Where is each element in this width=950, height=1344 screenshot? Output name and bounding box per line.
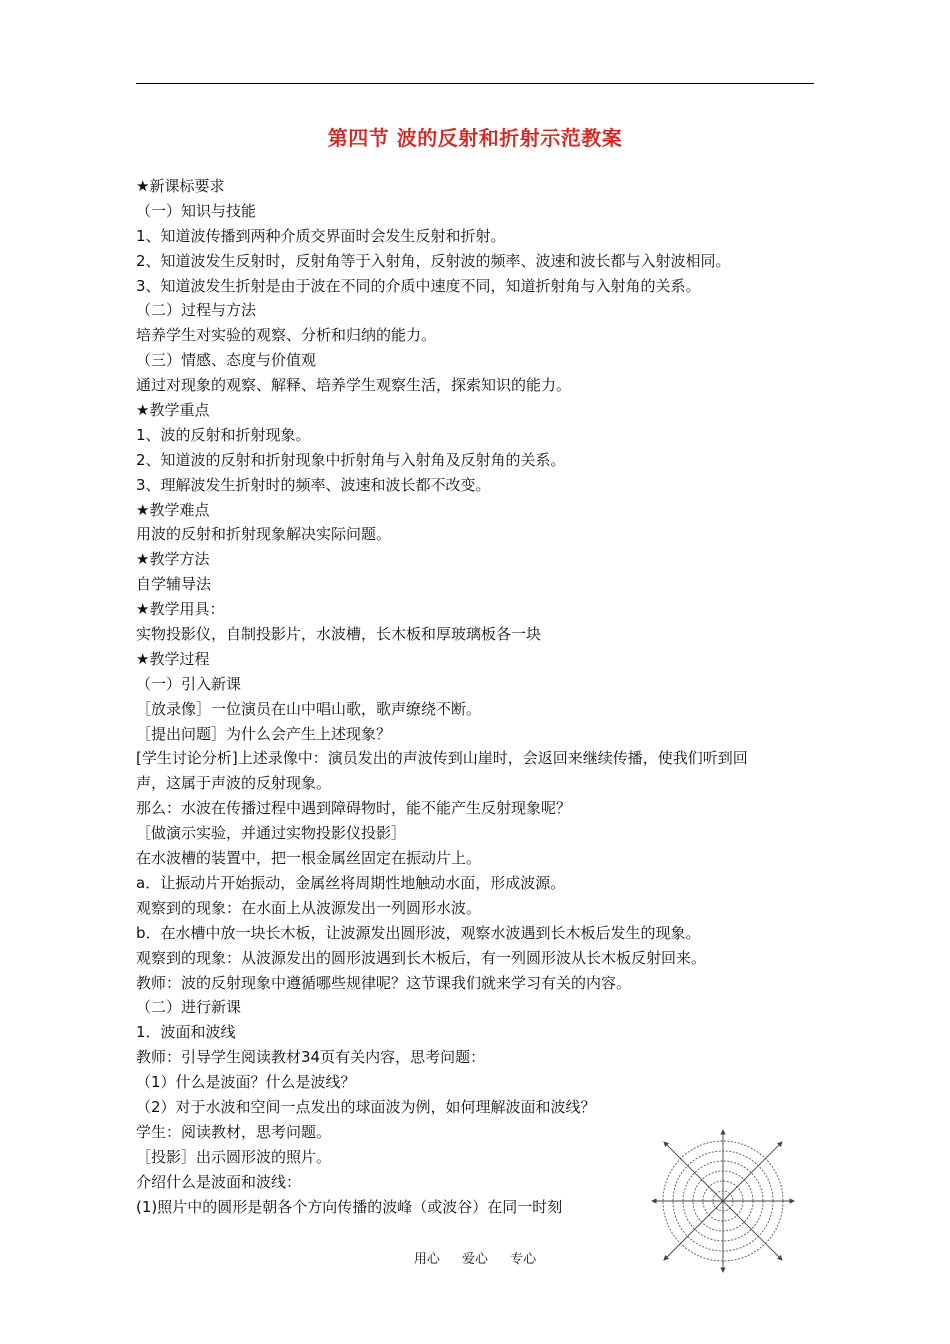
text-line: （1）什么是波面？什么是波线？	[136, 1073, 356, 1092]
text-line: ★教学方法	[136, 550, 210, 569]
text-line: 在水波槽的装置中，把一根金属丝固定在振动片上。	[136, 849, 482, 868]
text-line: 2、知道波发生反射时，反射角等于入射角，反射波的频率、波速和波长都与入射波相同。	[136, 251, 731, 270]
text-line: 声，这属于声波的反射现象。	[136, 774, 332, 793]
text-line: 教师：波的反射现象中遵循哪些规律呢？这节课我们就来学习有关的内容。	[136, 973, 632, 992]
text-line: ★教学过程	[136, 649, 210, 668]
text-line: （二）过程与方法	[136, 301, 257, 320]
text-line: （三）情感、态度与价值观	[136, 351, 317, 370]
text-line: ［放录像］一位演员在山中唱山歌，歌声缭绕不断。	[136, 699, 482, 718]
text-line: 1、波的反射和折射现象。	[136, 425, 311, 444]
text-line: 3、知道波发生折射是由于波在不同的介质中速度不同，知道折射角与入射角的关系。	[136, 276, 701, 295]
text-line: 1．波面和波线	[136, 1023, 236, 1042]
text-line: 那么：水波在传播过程中遇到障碍物时，能不能产生反射现象呢？	[136, 799, 572, 818]
text-line: 观察到的现象：在水面上从波源发出一列圆形水波。	[136, 898, 482, 917]
header-rule	[136, 83, 814, 84]
text-line: ★教学难点	[136, 500, 210, 519]
text-line: 学生：阅读教材，思考问题。	[136, 1122, 332, 1141]
text-line: ★教学重点	[136, 401, 210, 420]
text-line: (1)照片中的圆形是朝各个方向传播的波峰（或波谷）在同一时刻	[136, 1197, 563, 1216]
text-line: 自学辅导法	[136, 575, 212, 594]
text-line: 3、理解波发生折射时的频率、波速和波长都不改变。	[136, 475, 491, 494]
text-line: 用波的反射和折射现象解决实际问题。	[136, 525, 392, 544]
text-line: （一）知识与技能	[136, 201, 257, 220]
text-line: b．在水槽中放一块长木板，让波源发出圆形波，观察水波遇到长木板后发生的现象。	[136, 923, 701, 942]
text-line: 介绍什么是波面和波线：	[136, 1172, 302, 1191]
text-line: （二）进行新课	[136, 998, 242, 1017]
text-line: ★教学用具：	[136, 600, 225, 619]
text-line: ［投影］出示圆形波的照片。	[136, 1147, 332, 1166]
document-title: 第四节 波的反射和折射示范教案	[327, 126, 623, 150]
text-line: 通过对现象的观察、解释、培养学生观察生活，探索知识的能力。	[136, 376, 572, 395]
text-line: 2、知道波的反射和折射现象中折射角与入射角及反射角的关系。	[136, 450, 566, 469]
text-line: 教师：引导学生阅读教材34页有关内容，思考问题：	[136, 1048, 486, 1067]
text-line: ［提出问题］为什么会产生上述现象？	[136, 724, 392, 743]
text-line: 培养学生对实验的观察、分析和归纳的能力。	[136, 326, 437, 345]
text-line: （一）引入新课	[136, 674, 242, 693]
text-line: 1、知道波传播到两种介质交界面时会发生反射和折射。	[136, 226, 506, 245]
text-line: [学生讨论分析]上述录像中：演员发出的声波传到山崖时，会返回来继续传播，使我们听到回	[136, 749, 748, 768]
text-line: 观察到的现象：从波源发出的圆形波遇到长木板后，有一列圆形波从长木板反射回来。	[136, 948, 707, 967]
text-line: （2）对于水波和空间一点发出的球面波为例，如何理解波面和波线？	[136, 1097, 596, 1116]
document-body	[136, 174, 816, 1219]
page-footer: 用心 爱心 专心	[413, 1252, 537, 1267]
text-line: ★新课标要求	[136, 177, 225, 195]
text-line: ［做演示实验，并通过实物投影仪投影］	[136, 824, 407, 843]
text-line: a．让振动片开始振动，金属丝将周期性地触动水面，形成波源。	[136, 873, 566, 892]
text-line: 实物投影仪，自制投影片，水波槽，长木板和厚玻璃板各一块	[136, 625, 542, 644]
